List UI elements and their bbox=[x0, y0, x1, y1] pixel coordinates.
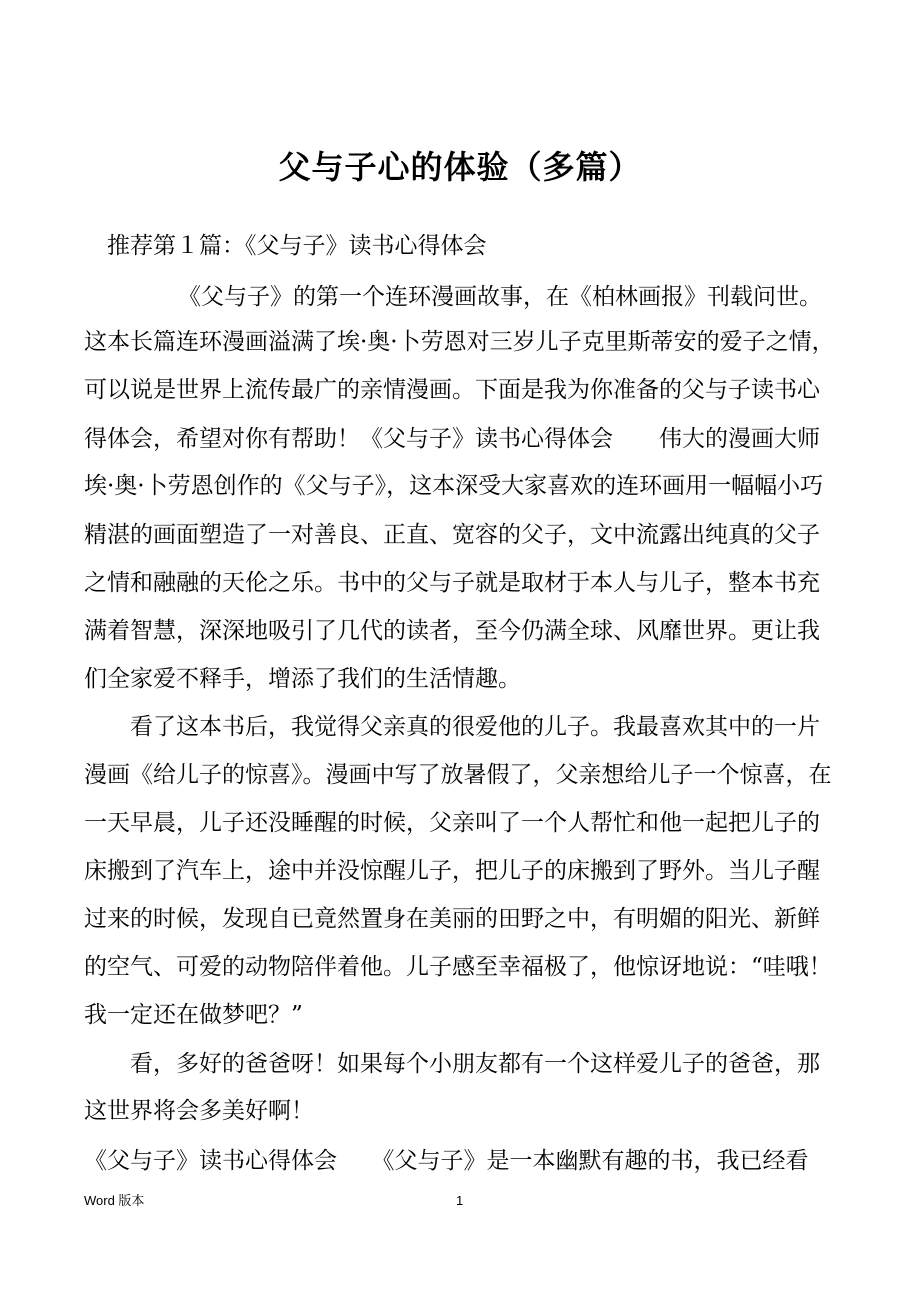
text-line: 《父与子》的第一个连环漫画故事，在《柏林画报》刊载问世。 bbox=[178, 284, 822, 310]
text-line: 看了这本书后，我觉得父亲真的很爱他的儿子。我最喜欢其中的一片 bbox=[130, 714, 820, 740]
text-line: 满着智慧，深深地吸引了几代的读者，至今仍满全球、风靡世界。更让我 bbox=[84, 618, 820, 644]
text-line: 的空气、可爱的动物陪伴着他。儿子感至幸福极了，他惊讶地说：“哇哦！ bbox=[84, 954, 832, 980]
text-line: 得体会，希望对你有帮助！《父与子》读书心得体会 伟大的漫画大师 bbox=[84, 426, 820, 452]
text-line: 这本长篇连环漫画溢满了埃·奥·卜劳恩对三岁儿子克里斯蒂安的爱子之情， bbox=[84, 329, 835, 355]
text-line: 精湛的画面塑造了一对善良、正直、宽容的父子，文中流露出纯真的父子 bbox=[84, 522, 820, 548]
page-number: 1 bbox=[456, 1193, 464, 1208]
text-line: 可以说是世界上流传最广的亲情漫画。下面是我为你准备的父与子读书心 bbox=[84, 377, 820, 403]
text-line: 我一定还在做梦吧？” bbox=[84, 1002, 303, 1028]
text-line: 漫画《给儿子的惊喜》。漫画中写了放暑假了，父亲想给儿子一个惊喜，在 bbox=[84, 762, 832, 788]
section-heading: 推荐第１篇：《父与子》读书心得体会 bbox=[107, 233, 487, 259]
text-line: 看，多好的爸爸呀！如果每个小朋友都有一个这样爱儿子的爸爸，那 bbox=[130, 1051, 820, 1077]
text-line: 们全家爱不释手，增添了我们的生活情趣。 bbox=[84, 666, 521, 692]
text-line: 埃·奥·卜劳恩创作的《父与子》，这本深受大家喜欢的连环画用一幅幅小巧 bbox=[84, 473, 824, 499]
text-line: 床搬到了汽车上，途中并没惊醒儿子，把儿子的床搬到了野外。当儿子醒 bbox=[84, 858, 820, 884]
text-line: 《父与子》读书心得体会 《父与子》是一本幽默有趣的书，我已经看 bbox=[84, 1148, 809, 1174]
text-line: 一天早晨，儿子还没睡醒的时候，父亲叫了一个人帮忙和他一起把儿子的 bbox=[84, 810, 820, 836]
text-line: 这世界将会多美好啊！ bbox=[84, 1098, 314, 1124]
footer-label: Word 版本 bbox=[84, 1193, 145, 1208]
document-title: 父与子心的体验（多篇） bbox=[278, 148, 642, 186]
text-line: 过来的时候，发现自已竟然置身在美丽的田野之中，有明媚的阳光、新鲜 bbox=[84, 906, 820, 932]
text-line: 之情和融融的天伦之乐。书中的父与子就是取材于本人与儿子，整本书充 bbox=[84, 570, 820, 596]
